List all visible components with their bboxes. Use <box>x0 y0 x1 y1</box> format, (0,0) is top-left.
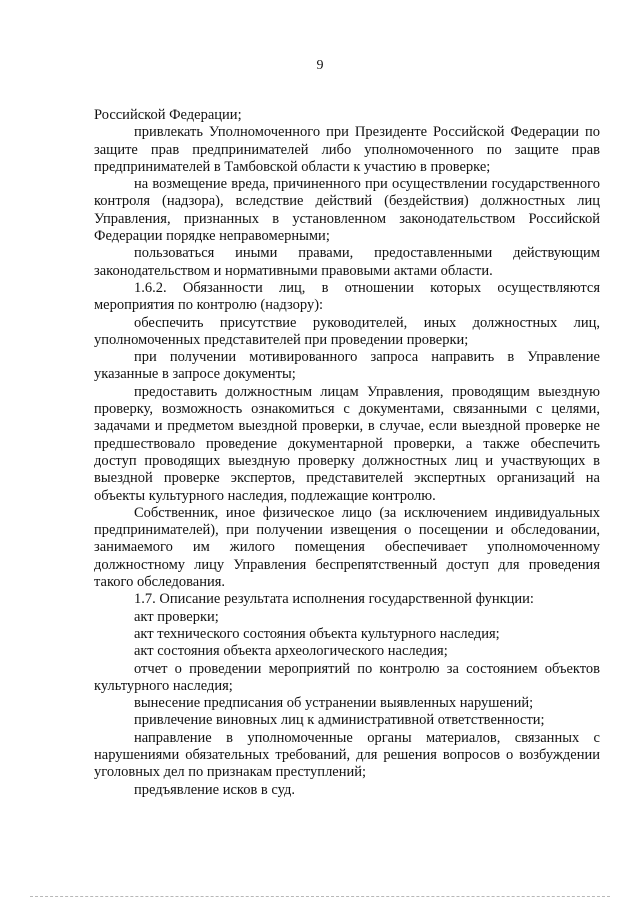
paragraph: направление в уполномоченные органы материалов, связанных с нарушениями обязательных требований, для решения вопросов о возбуждении уголовных дел по признакам преступлений; <box>94 729 600 781</box>
paragraph: на возмещение вреда, причиненного при осуществлении государственного контроля (надзора), вследствие действий (бездействия) должностных лиц Управления, признанных в установленном законодательством Российской Федерации порядке неправомерными; <box>94 176 600 245</box>
paragraph: акт технического состояния объекта культурного наследия; <box>134 625 500 642</box>
paragraph: привлечение виновных лиц к административной ответственности; <box>134 712 545 729</box>
paragraph: акт состояния объекта археологического наследия; <box>134 643 448 660</box>
paragraph: привлекать Уполномоченного при Президенте Российской Федерации по защите прав предпринимателей либо уполномоченного по защите прав предпринимателей в Тамбовской области к участию в проверке; <box>94 124 600 175</box>
paragraph: отчет о проведении мероприятий по контролю за состоянием объектов культурного наследия; <box>94 660 600 694</box>
paragraph: акт проверки; <box>134 608 219 625</box>
paragraph: Собственник, иное физическое лицо (за исключением индивидуальных предпринимателей), при получении извещения о посещении и обследовании, занимаемого им жилого помещения обеспечивает уполномоченному должностному лицу Управления беспрепятственный доступ для проведения такого обследования. <box>94 504 600 591</box>
paragraph: обеспечить присутствие руководителей, иных должностных лиц, уполномоченных представителей при проведении проверки; <box>94 314 600 348</box>
paragraph: Российской Федерации; <box>94 107 242 123</box>
paragraph: 1.7. Описание результата исполнения государственной функции: <box>134 591 534 608</box>
scan-artifact-line <box>30 893 610 897</box>
paragraph: предъявление исков в суд. <box>134 781 295 798</box>
page-number: 9 <box>316 58 324 73</box>
paragraph: 1.6.2. Обязанности лиц, в отношении которых осуществляются мероприятия по контролю (надзору): <box>94 279 600 314</box>
document-body <box>94 107 600 799</box>
paragraph: пользоваться иными правами, предоставленными действующим законодательством и нормативными правовыми актами области. <box>94 245 600 279</box>
paragraph: вынесение предписания об устранении выявленных нарушений; <box>134 695 534 712</box>
paragraph: при получении мотивированного запроса направить в Управление указанные в запросе документы; <box>94 349 600 383</box>
paragraph: предоставить должностным лицам Управления, проводящим выездную проверку, возможность ознакомиться с документами, связанными с целями, задачами и предметом выездной проверки, в случае, если выездной проверке не предшествовало проведение документарной проверки, а также обеспечить доступ проводящих выездную проверку должностных лиц и участвующих в выездной проверке экспертов, представителей экспертных организаций на объекты культурного наследия, подлежащие контролю. <box>94 383 600 504</box>
